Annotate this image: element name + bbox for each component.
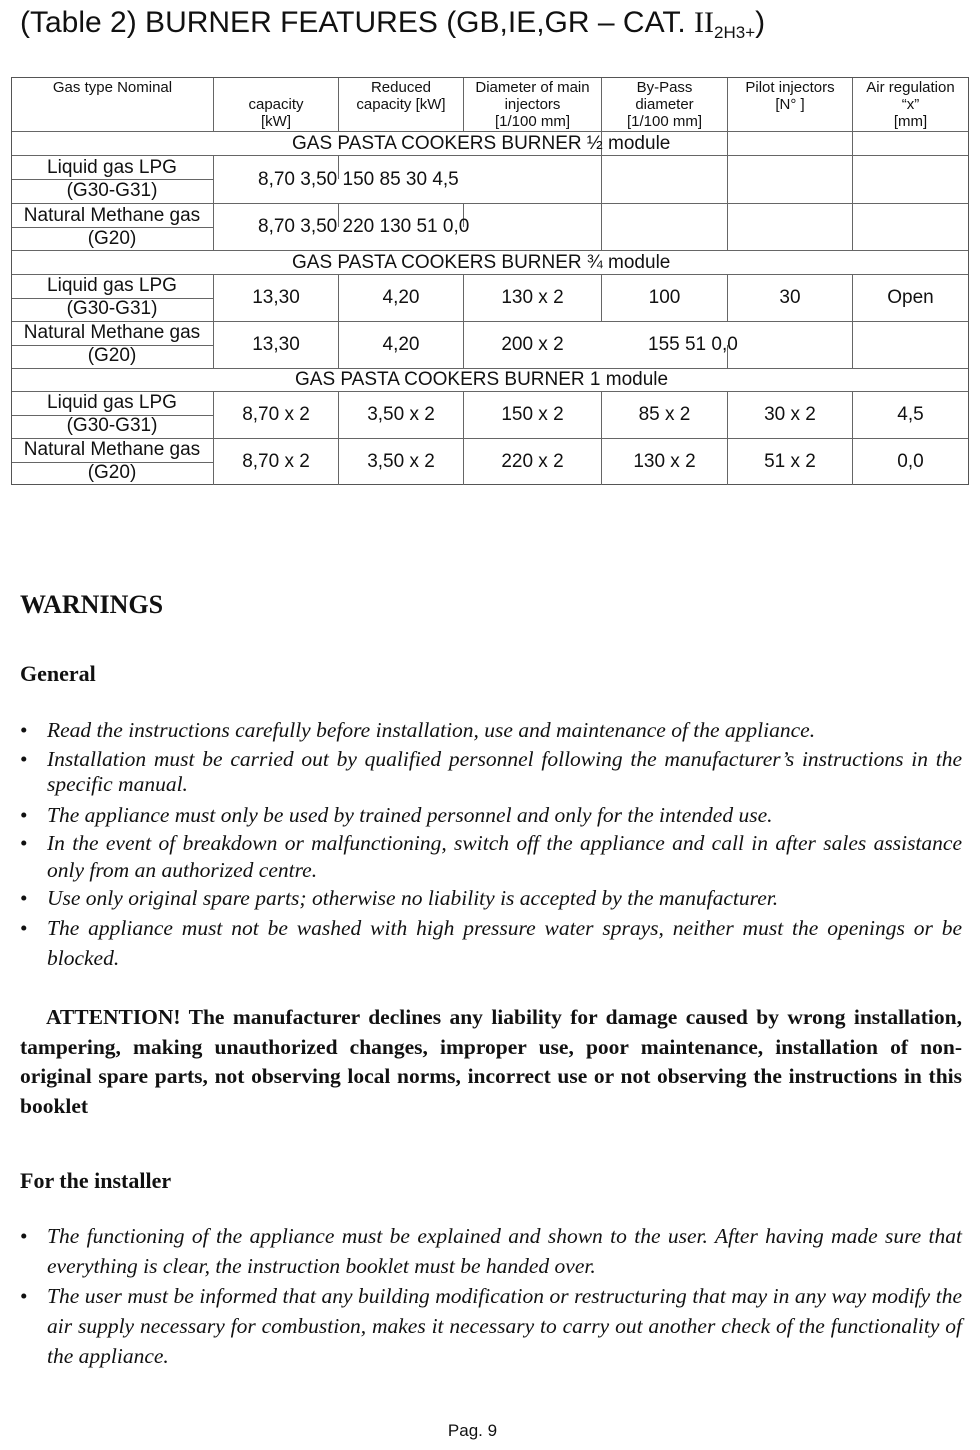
cell-main-injector: 130 x 2 [501, 287, 564, 308]
cell-reduced-capacity: 3,50 x 2 [367, 451, 435, 472]
header-pilot-injectors: Pilot injectors [N° ] [745, 79, 835, 113]
row-label-lpg: Liquid gas LPG (G30-G31) [47, 392, 177, 436]
cell-main-injector: 220 x 2 [501, 451, 564, 472]
bullet-icon: • [20, 1284, 28, 1308]
list-item: • The appliance must only be used by trained personnel and only for the intended use. [20, 801, 962, 830]
attention-notice: ATTENTION! The manufacturer declines any liability for damage caused by wrong installation, tampering, making unauthorized changes, improper use, poor maintenance, installation of non-original spare parts, not observing local norms, incorrect use or not observing the instructions in this booklet [20, 1005, 962, 1118]
cell-remaining-values: 155 51 0,0 [648, 334, 738, 355]
row-label-methane: Natural Methane gas (G20) [23, 205, 201, 249]
header-bypass-diameter: By-Pass diameter [1/100 mm] [626, 79, 703, 130]
title-close: ) [755, 6, 766, 39]
row-label-methane: Natural Methane gas (G20) [23, 322, 201, 366]
cell-capacity: 8,70 x 2 [242, 404, 310, 425]
title-roman-numeral: II [694, 6, 715, 39]
cell-pilot-injectors: 30 x 2 [764, 404, 816, 425]
list-item: • Use only original spare parts; otherwise no liability is accepted by the manufacturer. [20, 884, 962, 913]
general-heading: General [20, 661, 96, 686]
burner-features-table [11, 77, 969, 485]
row-values-methane: 8,70 3,50 220 130 51 0,0 [258, 216, 470, 237]
cell-reduced-capacity: 4,20 [382, 287, 420, 308]
list-item: • Installation must be carried out by qualified personnel following the manufacturer’s instructions in the specific manual. [20, 747, 962, 796]
bullet-icon: • [20, 747, 28, 771]
cell-bypass: 100 [648, 287, 681, 308]
cell-air-regulation: 4,5 [897, 404, 924, 425]
list-item: • In the event of breakdown or malfunctioning, switch off the appliance and call in after sales assistance only from an authorized centre. [20, 831, 962, 882]
cell-reduced-capacity: 3,50 x 2 [367, 404, 435, 425]
header-gas-type-nominal: Gas type Nominal [52, 79, 173, 96]
title-main: (Table 2) BURNER FEATURES (GB,IE,GR – CAT. [20, 6, 695, 39]
bullet-icon: • [20, 916, 28, 940]
list-item: • Read the instructions carefully before installation, use and maintenance of the appliance. [20, 716, 962, 745]
cell-pilot-injectors: 51 x 2 [764, 451, 816, 472]
warnings-heading: WARNINGS [20, 590, 164, 619]
cell-air-regulation: Open [887, 287, 934, 308]
header-reduced-capacity: Reduced capacity [kW] [356, 79, 446, 113]
section-title-half-module: GAS PASTA COOKERS BURNER ½ module [292, 133, 671, 154]
page-number: Pag. 9 [447, 1421, 498, 1440]
bullet-icon: • [20, 718, 28, 742]
title-subscript: 2H3+ [714, 23, 756, 42]
cell-capacity: 13,30 [252, 334, 300, 355]
installer-heading: For the installer [20, 1168, 172, 1193]
installer-bullet-list [20, 1221, 962, 1371]
bullet-icon: • [20, 831, 28, 855]
cell-air-regulation: 0,0 [897, 451, 924, 472]
cell-bypass: 130 x 2 [633, 451, 696, 472]
general-bullet-list [20, 716, 962, 973]
row-label-lpg: Liquid gas LPG (G30-G31) [47, 157, 177, 201]
list-item: • The user must be informed that any building modification or restructuring that may in any way modify the air supply necessary for combustion, makes it necessary to carry out another check of the functionality of the appliance. [20, 1281, 962, 1371]
bullet-icon: • [20, 1224, 28, 1248]
list-item: • The appliance must not be washed with high pressure water sprays, neither must the openings or be blocked. [20, 913, 962, 973]
list-item: • The functioning of the appliance must be explained and shown to the user. After having made sure that everything is clear, the instruction booklet must be handed over. [20, 1221, 962, 1281]
cell-pilot-injectors: 30 [779, 287, 801, 308]
cell-capacity: 8,70 x 2 [242, 451, 310, 472]
bullet-icon: • [20, 886, 28, 910]
header-air-regulation: Air regulation “x” [mm] [866, 79, 955, 130]
row-values-lpg: 8,70 3,50 150 85 30 4,5 [258, 169, 459, 190]
cell-bypass: 85 x 2 [638, 404, 691, 425]
cell-main-injector: 150 x 2 [501, 404, 564, 425]
page-title [20, 4, 765, 52]
cell-capacity: 13,30 [252, 287, 300, 308]
cell-main-injector: 200 x 2 [501, 334, 564, 355]
row-label-methane: Natural Methane gas (G20) [23, 439, 201, 483]
cell-reduced-capacity: 4,20 [382, 334, 420, 355]
row-label-lpg: Liquid gas LPG (G30-G31) [47, 275, 177, 319]
section-title-three-quarter-module: GAS PASTA COOKERS BURNER ¾ module [292, 252, 671, 273]
bullet-icon: • [20, 803, 28, 827]
section-title-one-module: GAS PASTA COOKERS BURNER 1 module [295, 369, 669, 390]
header-capacity: capacity [kW] [248, 96, 304, 130]
header-main-injector-diameter: Diameter of main injectors [1/100 mm] [475, 79, 590, 130]
